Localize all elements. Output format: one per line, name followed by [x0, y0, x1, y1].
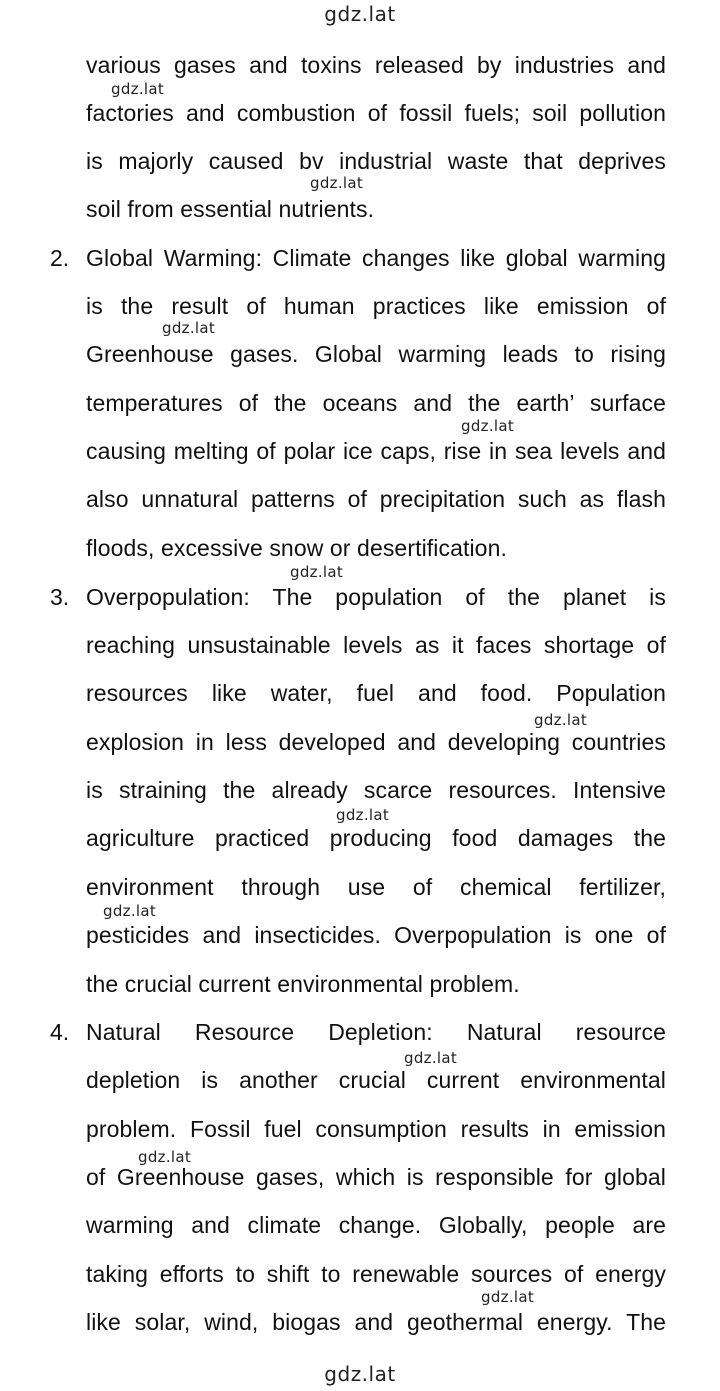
watermark: gdz.lat	[481, 1288, 535, 1306]
watermark: gdz.lat	[103, 902, 157, 920]
text-line: pesticides and insecticides. Overpopulation is one of	[86, 922, 666, 948]
watermark: gdz.lat	[310, 174, 364, 192]
text-line: warming and climate change. Globally, people are	[86, 1212, 666, 1238]
list-number: 3.	[50, 584, 70, 610]
text-line: Global Warming: Climate changes like global warming	[86, 245, 666, 271]
watermark: gdz.lat	[404, 1049, 458, 1067]
text-line: depletion is another crucial current environmental	[86, 1067, 666, 1093]
text-line: factories and combustion of fossil fuels; soil pollution	[86, 100, 666, 126]
text-line: Greenhouse gases. Global warming leads to rising	[86, 341, 666, 367]
text-line: like solar, wind, biogas and geothermal energy. The	[86, 1309, 666, 1335]
text-line: floods, excessive snow or desertification.	[86, 535, 507, 561]
text-line: is majorly caused bv industrial waste that deprives	[86, 148, 666, 174]
text-line: Overpopulation: The population of the planet is	[86, 584, 666, 610]
text-line: Natural Resource Depletion: Natural resource	[86, 1019, 666, 1045]
text-line: of Greenhouse gases, which is responsible for global	[86, 1164, 666, 1190]
text-line: taking efforts to shift to renewable sources of energy	[86, 1261, 666, 1287]
watermark: gdz.lat	[534, 711, 588, 729]
text-line: is the result of human practices like emission of	[86, 293, 666, 319]
watermark: gdz.lat	[336, 806, 390, 824]
text-line: problem. Fossil fuel consumption results in emission	[86, 1116, 666, 1142]
list-number: 4.	[50, 1019, 70, 1045]
text-line: causing melting of polar ice caps, rise in sea levels and	[86, 438, 666, 464]
text-line: the crucial current environmental problem.	[86, 971, 520, 997]
text-line: agriculture practiced producing food damages the	[86, 825, 666, 851]
list-number: 2.	[50, 245, 70, 271]
text-line: also unnatural patterns of precipitation such as flash	[86, 486, 666, 512]
watermark: gdz.lat	[111, 80, 165, 98]
text-line: explosion in less developed and developing countries	[86, 729, 666, 755]
text-line: temperatures of the oceans and the earth’ surface	[86, 390, 666, 416]
watermark: gdz.lat	[461, 417, 515, 435]
watermark: gdz.lat	[290, 563, 344, 581]
text-line: various gases and toxins released by industries and	[86, 52, 666, 78]
text-line: resources like water, fuel and food. Population	[86, 680, 666, 706]
watermark: gdz.lat	[138, 1148, 192, 1166]
watermark: gdz.lat	[162, 319, 216, 337]
site-header: gdz.lat	[324, 2, 396, 26]
text-line: soil from essential nutrients.	[86, 196, 375, 222]
site-footer: gdz.lat	[324, 1362, 396, 1386]
text-line: reaching unsustainable levels as it faces shortage of	[86, 632, 666, 658]
text-line: is straining the already scarce resources. Intensive	[86, 777, 666, 803]
text-line: environment through use of chemical fertilizer,	[86, 874, 666, 900]
